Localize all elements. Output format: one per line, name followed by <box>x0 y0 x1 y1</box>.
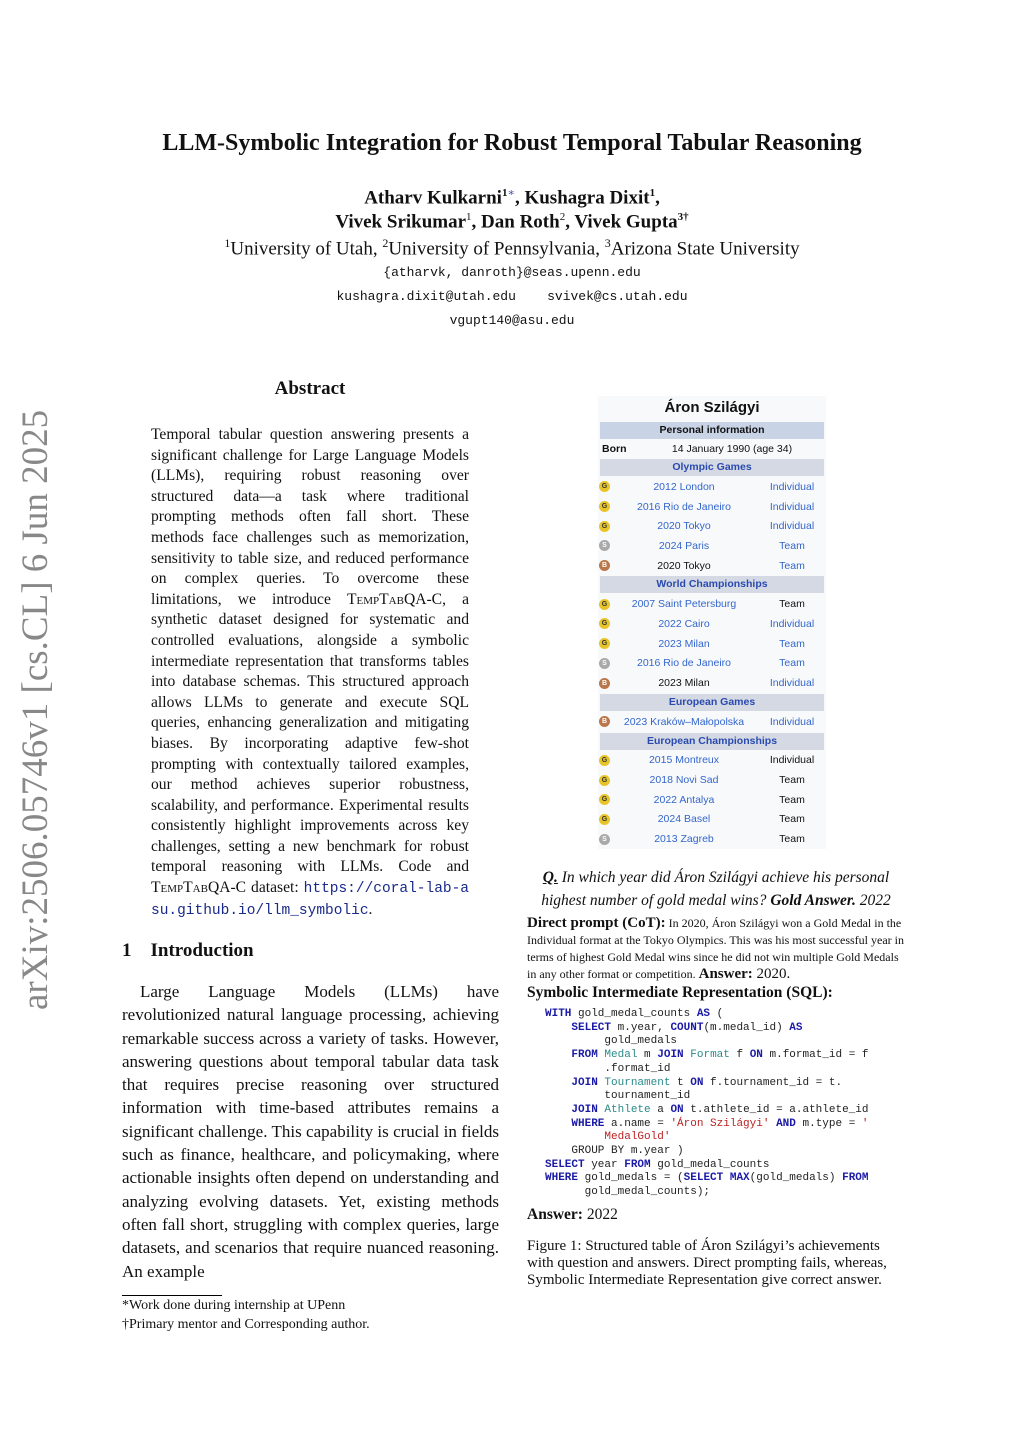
infobox-medal-row <box>598 790 826 810</box>
symbolic-heading: Symbolic Intermediate Representation (SQL): <box>527 984 833 1001</box>
introduction-text: Large Language Models (LLMs) have revolutionized natural language processing, achieving remarkable success across a variety of tasks. However, answering questions about temporal tabular data task that requires precise reasoning over structured information with time-based attributes remains a significant challenge. This capability is crucial in fields such as finance, healthcare, and policymaking, where actionable insights often depend on understanding and analyzing evolving datasets. Yet, existing methods often fall short, struggling with complex queries, large datasets, and scenarios that require nuanced reasoning. An example <box>122 982 499 1281</box>
medal-event[interactable]: 2020 Tokyo <box>657 559 711 572</box>
medal-format[interactable]: Individual <box>769 480 815 493</box>
infobox-medal-row <box>598 556 826 576</box>
direct-prompt-block: Direct prompt (CoT): In 2020, Áron Szilágyi won a Gold Medal in the Individual format at the Tokyo Olympics. This was his most successful year in terms of highest Gold Medal wins since he did not win multiple Gold Medals in any other format or competition. Answer: 2020. <box>527 915 904 982</box>
medal-icon: G <box>599 775 610 786</box>
sql-code-block <box>545 1008 869 1200</box>
sql-line: WHERE a.name = 'Áron Szilágyi' AND m.type = ' <box>571 1117 869 1130</box>
infobox-section-header: European Games <box>600 694 824 711</box>
infobox-medal-row <box>598 712 826 732</box>
authors-line-1: Atharv Kulkarni$^{1∗}$, Kushagra Dixit$^1$, <box>364 187 660 209</box>
sql-line: GROUP BY m.year ) <box>545 1145 684 1158</box>
medal-icon: B <box>599 678 610 689</box>
medal-format[interactable]: Individual <box>769 754 815 767</box>
sql-line: gold_medal_counts); <box>545 1186 711 1199</box>
infobox-medal-row <box>598 497 826 517</box>
figure-question: Q. In which year did Áron Szilágyi achieve his personal highest number of gold medal wins? Gold Answer. 2022 <box>541 869 891 909</box>
infobox-medal-row <box>598 810 826 830</box>
medal-format[interactable]: Team <box>779 657 805 670</box>
infobox-medal-row <box>598 536 826 556</box>
medal-event[interactable]: 2023 Milan <box>658 637 710 650</box>
athlete-infobox <box>598 396 826 849</box>
infobox-medal-row <box>598 673 826 693</box>
medal-event[interactable]: 2022 Cairo <box>658 617 710 630</box>
medal-icon: G <box>599 521 610 532</box>
medal-icon: G <box>599 794 610 805</box>
medal-icon: B <box>599 716 610 727</box>
footnote-2: †Primary mentor and Corresponding author. <box>122 1317 370 1332</box>
infobox-medal-row <box>598 477 826 497</box>
medal-icon: S <box>599 658 610 669</box>
sql-line: SELECT m.year, COUNT(m.medal_id) AS <box>571 1021 803 1034</box>
infobox-medal-row <box>598 751 826 771</box>
infobox-medal-row <box>598 516 826 536</box>
medal-format[interactable]: Team <box>779 813 805 826</box>
final-answer: Answer: 2022 <box>527 1206 618 1223</box>
infobox-section-header: Olympic Games <box>600 459 824 476</box>
medal-format[interactable]: Individual <box>769 500 815 513</box>
medal-event[interactable]: 2022 Antalya <box>653 793 715 806</box>
sql-line: gold_medals <box>545 1035 678 1048</box>
medal-icon: G <box>599 599 610 610</box>
medal-icon: B <box>599 560 610 571</box>
sql-line: SELECT year FROM gold_medal_counts <box>545 1158 770 1171</box>
medal-event[interactable]: 2023 Kraków–Małopolska <box>623 715 745 728</box>
medal-format[interactable]: Team <box>779 637 805 650</box>
section-heading-introduction: 1 Introduction <box>122 940 254 961</box>
paper-title: LLM-Symbolic Integration for Robust Temporal Tabular Reasoning <box>162 130 862 156</box>
email-1: {atharvk, danroth}@seas.upenn.edu <box>383 265 641 280</box>
medal-event[interactable]: 2016 Rio de Janeiro <box>637 500 731 513</box>
medal-icon: G <box>599 618 610 629</box>
email-3: vgupt140@asu.edu <box>449 313 575 328</box>
medal-event[interactable]: 2020 Tokyo <box>657 520 711 533</box>
abstract-heading: Abstract <box>274 378 346 399</box>
infobox-title: Áron Szilágyi <box>664 399 760 416</box>
medal-icon: G <box>599 638 610 649</box>
sql-line: FROM Medal m JOIN Format f ON m.format_id = f <box>571 1049 869 1062</box>
infobox-header-personal: Personal information <box>600 422 824 439</box>
medal-format[interactable]: Team <box>779 559 805 572</box>
medal-icon: G <box>599 501 610 512</box>
infobox-section-header: European Championships <box>600 733 824 750</box>
sql-line: JOIN Tournament t ON f.tournament_id = t. <box>571 1076 843 1089</box>
medal-icon: S <box>599 540 610 551</box>
medal-event[interactable]: 2024 Basel <box>657 813 711 826</box>
medal-format[interactable]: Team <box>779 833 805 846</box>
medal-event[interactable]: 2023 Milan <box>658 677 710 690</box>
dataset-name: TempTabQA-C <box>347 590 443 608</box>
medal-event[interactable]: 2013 Zagreb <box>654 833 714 846</box>
sql-line: .format_id <box>545 1062 671 1075</box>
medal-format[interactable]: Team <box>779 774 805 787</box>
medal-icon: G <box>599 814 610 825</box>
medal-icon: G <box>599 481 610 492</box>
medal-format[interactable]: Team <box>779 793 805 806</box>
medal-event[interactable]: 2012 London <box>653 480 715 493</box>
medal-format[interactable]: Team <box>779 539 805 552</box>
authors-line-2: Vivek Srikumar$^1$, Dan Roth$^2$, Vivek Gupta$^{3\dagger}$ <box>335 211 689 233</box>
sql-line: WITH gold_medal_counts AS ( <box>545 1008 724 1020</box>
infobox-section-header: World Championships <box>600 576 824 593</box>
medal-format[interactable]: Individual <box>769 617 815 630</box>
medal-format[interactable]: Individual <box>769 715 815 728</box>
sql-line: WHERE gold_medals = (SELECT MAX(gold_medals) FROM <box>545 1172 869 1185</box>
medal-event[interactable]: 2015 Montreux <box>648 754 720 767</box>
medal-event[interactable]: 2007 Saint Petersburg <box>631 598 737 611</box>
infobox-born-row: Born 14 January 1990 (age 34) <box>602 443 793 455</box>
sql-line: tournament_id <box>545 1090 691 1103</box>
infobox-medal-row <box>598 614 826 634</box>
infobox-medal-row <box>598 829 826 849</box>
infobox-medal-row <box>598 654 826 674</box>
medal-event[interactable]: 2018 Novi Sad <box>649 774 719 787</box>
medal-icon: G <box>599 755 610 766</box>
medal-format[interactable]: Team <box>779 598 805 611</box>
footnote-divider <box>122 1295 222 1296</box>
sql-line: JOIN Athlete a ON t.athlete_id = a.athlete_id <box>571 1103 869 1116</box>
infobox-medal-row <box>598 634 826 654</box>
medal-format[interactable]: Individual <box>769 520 815 533</box>
medal-event[interactable]: 2024 Paris <box>658 539 710 552</box>
footnote-1: *Work done during internship at UPenn <box>122 1298 346 1313</box>
code-link[interactable]: https://coral-lab-asu.github.io/llm_symbolic <box>151 881 469 919</box>
affiliations: $^1$University of Utah, $^2$University of Pennsylvania, $^3$Arizona State University <box>224 236 800 260</box>
abstract-text: Temporal tabular question answering presents a significant challenge for Large Language Models (LLMs), requiring robust reasoning over structured data—a task where traditional prompting methods often fall short. These methods face challenges such as memorization, sensitivity to table size, and reduced performance on complex queries. To overcome these limitations, we introduce TempTabQA-C, a synthetic dataset designed for systematic and controlled evaluations, alongside a symbolic intermediate representation that transforms tables into database schemas. This structured approach allows LLMs to generate and execute SQL queries, enhancing generalization and mitigating biases. By incorporating adaptive few-shot prompting with contextually tailored examples, our method achieves superior robustness, scalability, and performance. Experimental results consistently highlight improvements across key challenges, setting a new benchmark for robust temporal reasoning with LLMs. Code and TempTabQA-C dataset: https://coral-lab-asu.github.io/llm_symbolic. <box>151 426 470 919</box>
sql-line: MedalGold' <box>604 1131 671 1144</box>
medal-event[interactable]: 2016 Rio de Janeiro <box>637 657 731 670</box>
medal-icon: S <box>599 834 610 845</box>
infobox-medal-row <box>598 594 826 614</box>
infobox-medal-row <box>598 770 826 790</box>
email-2: kushagra.dixit@utah.edu svivek@cs.utah.edu <box>336 289 688 304</box>
medal-format[interactable]: Individual <box>769 677 815 690</box>
arxiv-identifier: arXiv:2506.05746v1 [cs.CL] 6 Jun 2025 <box>15 409 56 1010</box>
figure-caption: Figure 1: Structured table of Áron Szilágyi’s achievements with question and answers. Direct prompting fails, whereas, Symbolic Intermediate Representation give correct answer. <box>527 1238 887 1288</box>
